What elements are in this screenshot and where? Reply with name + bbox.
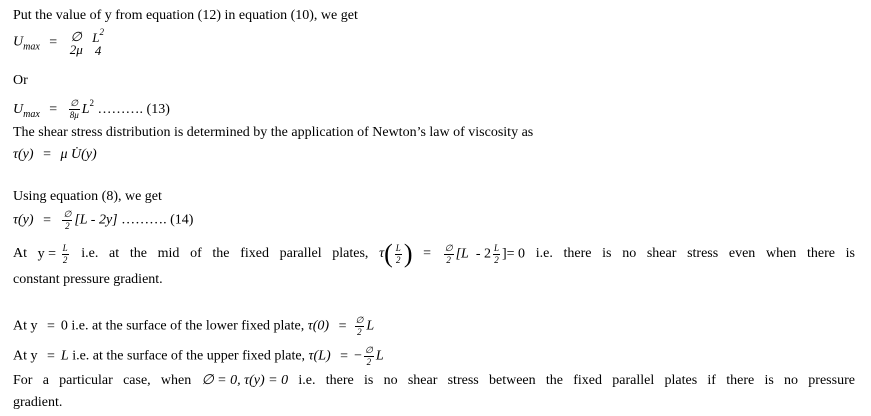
fraction-numerator: L bbox=[92, 30, 100, 45]
word: stress bbox=[447, 373, 479, 388]
word: mid bbox=[157, 246, 180, 261]
at-y: At y bbox=[13, 318, 38, 334]
equation-14 bbox=[13, 210, 193, 231]
word: there bbox=[325, 373, 354, 388]
viscosity-rhs: μ U̇(y) bbox=[60, 147, 97, 162]
word: if bbox=[707, 373, 716, 388]
fraction-l-2 bbox=[395, 244, 402, 265]
minus-two: - 2 bbox=[475, 246, 491, 262]
fraction-numerator: ∅ bbox=[70, 98, 79, 109]
fraction-l-2 bbox=[62, 244, 69, 265]
fraction-denominator: 2 bbox=[396, 254, 401, 265]
at-y: At y bbox=[13, 348, 38, 364]
word: parallel bbox=[612, 373, 655, 388]
case-condition: ∅ = 0, τ(y) = 0 bbox=[201, 373, 289, 388]
word: no bbox=[622, 246, 637, 261]
word: For bbox=[13, 373, 33, 388]
fraction-phi-2 bbox=[364, 346, 374, 367]
paren-close: ) bbox=[403, 239, 413, 268]
text-line: The shear stress distribution is determined by the application of Newton’s law of viscosity as bbox=[13, 125, 534, 140]
subscript-max: max bbox=[23, 109, 40, 120]
equals-sign: = bbox=[43, 212, 51, 228]
bracket-open: [L bbox=[455, 246, 469, 262]
fraction-phi-2 bbox=[62, 210, 72, 231]
word: when bbox=[765, 246, 797, 261]
word: fixed bbox=[240, 246, 269, 261]
word: the bbox=[129, 246, 147, 261]
bracket-expression: [L - 2y] bbox=[74, 212, 118, 228]
word: of bbox=[190, 246, 202, 261]
word: y bbox=[37, 246, 45, 262]
word: no bbox=[784, 373, 799, 388]
umax-equation-1 bbox=[13, 28, 107, 57]
word: is bbox=[363, 373, 374, 388]
equals-sign: = bbox=[47, 318, 55, 334]
newton-viscosity-equation bbox=[13, 146, 97, 164]
word: shear bbox=[407, 373, 438, 388]
word: plates, bbox=[332, 246, 369, 261]
word: plates bbox=[664, 373, 698, 388]
word: At bbox=[13, 246, 27, 261]
fraction-l-2 bbox=[493, 244, 500, 265]
equals-sign: = bbox=[49, 34, 58, 50]
word: parallel bbox=[279, 246, 322, 261]
equals-sign: = bbox=[48, 246, 57, 262]
word: shear bbox=[646, 246, 677, 261]
word: stress bbox=[687, 246, 719, 261]
subscript-max: max bbox=[23, 41, 40, 53]
word: there bbox=[726, 373, 755, 388]
mid-plate-line bbox=[13, 241, 855, 267]
text-line: Using equation (8), we get bbox=[13, 189, 162, 204]
word: is bbox=[845, 246, 855, 261]
word: fixed bbox=[573, 373, 603, 388]
fraction-numerator: ∅ bbox=[70, 28, 82, 44]
equation-number: ………. (14) bbox=[121, 212, 194, 228]
superscript: 2 bbox=[89, 98, 95, 108]
word: case, bbox=[123, 373, 151, 388]
fraction-phi-2 bbox=[355, 316, 365, 337]
equation-number: ………. (13) bbox=[97, 102, 170, 117]
particular-case-line bbox=[13, 372, 855, 390]
bracket-close: ]= 0 bbox=[502, 246, 526, 262]
equals-sign: = bbox=[43, 147, 51, 162]
word: i.e. bbox=[81, 246, 99, 261]
equals-sign: = bbox=[423, 246, 432, 261]
fraction-numerator: ∅ bbox=[355, 315, 364, 325]
tau-of-zero: τ(0) bbox=[307, 318, 330, 334]
umax-equation-13 bbox=[13, 94, 170, 124]
symbol-u: U bbox=[13, 34, 24, 50]
fraction-denominator: 4 bbox=[94, 43, 102, 58]
tau-of-l: τ(L) bbox=[308, 348, 331, 364]
text-line: Put the value of y from equation (12) in equation (10), we get bbox=[13, 8, 358, 23]
word: is bbox=[602, 246, 612, 261]
minus-sign: − bbox=[354, 348, 362, 364]
paren-open: ( bbox=[384, 239, 393, 268]
tau-of-y: τ(y) bbox=[13, 212, 34, 228]
word: is bbox=[764, 373, 774, 388]
word: there bbox=[563, 246, 592, 261]
word: i.e. bbox=[535, 246, 553, 261]
fraction-phi-2 bbox=[444, 244, 454, 265]
word: even bbox=[728, 246, 756, 261]
fraction-numerator: ∅ bbox=[444, 242, 453, 253]
word: at bbox=[109, 246, 120, 261]
word: the bbox=[545, 373, 563, 388]
symbol-u: U bbox=[13, 102, 24, 117]
word: a bbox=[42, 373, 49, 388]
upper-plate-line bbox=[13, 346, 384, 367]
y-equals-l-over-2 bbox=[38, 244, 71, 265]
symbol-l: L bbox=[81, 102, 90, 117]
superscript: 2 bbox=[99, 27, 104, 37]
word: i.e. bbox=[298, 373, 316, 388]
tau-symbol: τ bbox=[379, 246, 385, 262]
word: between bbox=[488, 373, 536, 388]
fraction-numerator: L bbox=[62, 242, 68, 253]
text-line: Or bbox=[13, 73, 28, 88]
tau-mid-expression bbox=[379, 241, 412, 267]
fraction-l2-4 bbox=[91, 28, 105, 57]
fraction-denominator: 2 bbox=[62, 254, 68, 265]
equals-sign: = bbox=[340, 348, 349, 364]
lower-plate-line bbox=[13, 316, 374, 337]
word: there bbox=[806, 246, 835, 261]
tau-of-y: τ(y) bbox=[13, 147, 34, 162]
symbol-l: L bbox=[375, 348, 384, 364]
lower-plate-text: 0 i.e. at the surface of the lower fixed plate, bbox=[60, 318, 305, 334]
fraction-denominator: 2 bbox=[357, 327, 362, 337]
fraction-denominator: 2 bbox=[65, 221, 70, 231]
equals-sign: = bbox=[338, 318, 347, 334]
fraction-denominator: 2 bbox=[494, 254, 499, 265]
bracket-mid-expression bbox=[442, 244, 525, 265]
fraction-phi-8mu bbox=[69, 99, 80, 120]
fraction-denominator: 2μ bbox=[69, 41, 83, 57]
word: the bbox=[212, 246, 230, 261]
fraction-numerator: L bbox=[395, 242, 401, 253]
equals-sign: = bbox=[49, 102, 58, 117]
fraction-numerator: ∅ bbox=[364, 345, 373, 355]
fraction-phi-2mu bbox=[69, 30, 84, 56]
symbol-l: L bbox=[60, 348, 69, 364]
text-line: constant pressure gradient. bbox=[13, 272, 163, 287]
text-line: gradient. bbox=[13, 395, 63, 410]
word: particular bbox=[59, 373, 113, 388]
upper-plate-text: i.e. at the surface of the upper fixed plate, bbox=[72, 348, 306, 364]
fraction-denominator: 2 bbox=[366, 357, 372, 367]
word: pressure bbox=[808, 373, 855, 388]
fraction-numerator: ∅ bbox=[63, 209, 72, 219]
fraction-denominator: 8μ bbox=[69, 110, 79, 121]
word: when bbox=[160, 373, 192, 388]
fraction-denominator: 2 bbox=[446, 254, 451, 265]
word: no bbox=[383, 373, 398, 388]
equals-sign: = bbox=[47, 348, 55, 364]
symbol-l: L bbox=[366, 318, 375, 334]
fraction-numerator: L bbox=[493, 242, 499, 253]
